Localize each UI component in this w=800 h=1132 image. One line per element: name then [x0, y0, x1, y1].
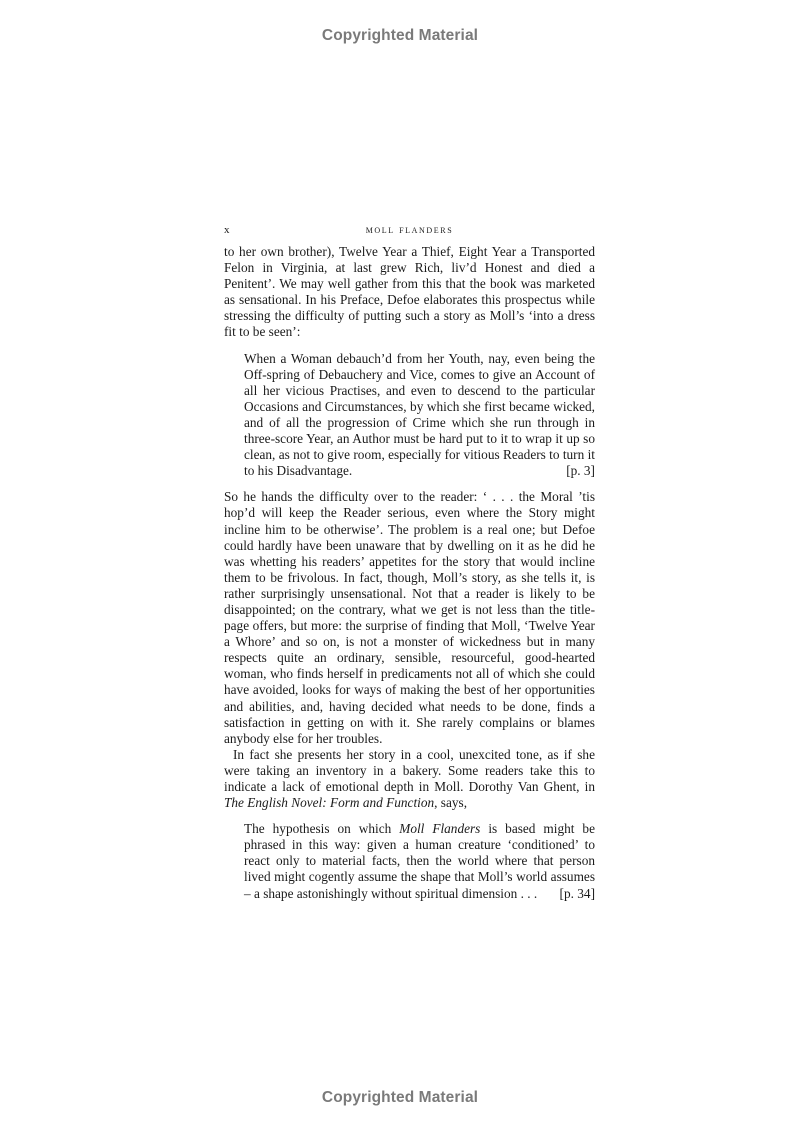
- block-quote-1-citation: [p. 3]: [566, 463, 595, 479]
- page-number: x: [224, 224, 230, 236]
- book-title-english-novel: The English Novel: Form and Function: [224, 795, 435, 811]
- book-title-moll-flanders: Moll Flanders: [399, 821, 481, 837]
- paragraph-1: to her own brother), Twelve Year a Thief, Eight Year a Transported Felon in Virginia, at last grew Rich, liv’d Honest and died a Penitent’. We may well gather from this that the book was marketed as sensational. In his Preface, Defoe elaborates this prospectus while stressing the difficulty of putting such a story as Moll’s ‘into a dress fit to be seen’:: [224, 244, 595, 340]
- watermark-top: Copyrighted Material: [321, 27, 479, 44]
- block-quote-2-body: is based might be phrased in this way: given a human creature ‘conditioned’ to react only to material facts, then the world where that person lived might cogently assume the shape that Moll’s world assumes – a shape astonishingly without spiritual dimension . . .: [244, 821, 595, 901]
- watermark-bottom: Copyrighted Material: [321, 1089, 479, 1106]
- running-title: moll flanders: [365, 224, 454, 236]
- paragraph-2: So he hands the difficulty over to the reader: ‘ . . . the Moral ’tis hop’d will keep the Reader serious, even where the Story might incline him to be otherwise’. The problem is a real one; but Defoe could hardly have been unaware that by dwelling on it as he did he was whetting his readers’ appetites for the story that would incline them to be frivolous. In fact, though, Moll’s story, as she tells it, is rather surprisingly unsensational. Not that a reader is likely to be disappointed; on the contrary, what we get is not less than the title-page offers, but more: the surprise of finding that Moll, ‘Twelve Year a Whore’ and so on, is not a monster of wickedness but in many respects quite an ordinary, sensible, resourceful, good-hearted woman, who finds herself in predicaments not all of which she could have avoided, looks for ways of making the best of her opportunities and abilities, and, having decided what needs to be done, finds a satisfaction in getting on with it. She rarely complains or blames anybody else for her troubles.: [224, 489, 595, 746]
- paragraph-3-text: In fact she presents her story in a cool, unexcited tone, as if she were taking an inventory in a bakery. Some readers take this to indicate a lack of emotional depth in Moll. Dorothy Van Ghent, in: [224, 746, 595, 794]
- running-head: [224, 222, 595, 238]
- block-quote-2-text: [244, 821, 595, 901]
- paragraph-3: [224, 747, 595, 811]
- block-quote-2-citation: [p. 34]: [559, 885, 595, 901]
- block-quote-2-lead: The hypothesis on which: [244, 821, 400, 837]
- block-quote-1-body: When a Woman debauch’d from her Youth, nay, even being the Off-spring of Debauchery and Vice, comes to give an Account of all her vicious Practises, and even to descend to the particular Occasions and Circumstances, by which she first became wicked, and of all the progression of Crime which she run through in three-score Year, an Author must be hard put to it to wrap it up so clean, as not to give room, especially for vitious Readers to turn it to his Disadvantage.: [244, 350, 595, 479]
- book-page: [224, 222, 595, 912]
- block-quote-2: [244, 821, 595, 901]
- block-quote-1: [244, 351, 595, 480]
- block-quote-1-text: [244, 351, 595, 480]
- paragraph-3-tail: , says,: [434, 795, 468, 811]
